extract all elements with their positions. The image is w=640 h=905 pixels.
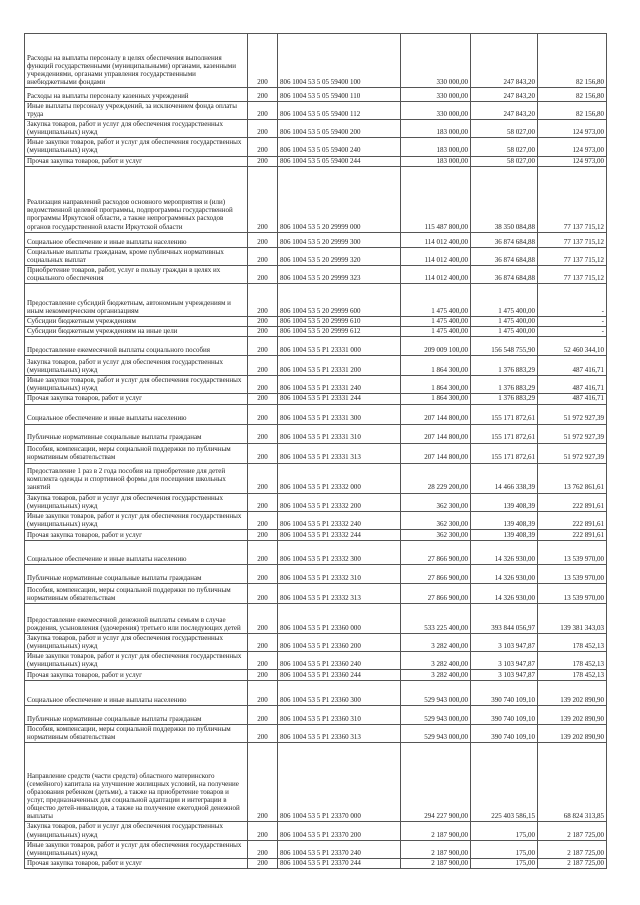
table-row bbox=[25, 327, 607, 337]
line-code: 200 bbox=[248, 156, 278, 166]
line-item-name: Социальное обеспечение и иные выплаты населению bbox=[25, 681, 248, 706]
executed-amount: 1 376 883,29 bbox=[471, 356, 538, 376]
budget-classification-code: 806 1004 53 5 P1 23331 310 bbox=[278, 424, 401, 443]
line-item-name: Публичные нормативные социальные выплаты гражданам bbox=[25, 706, 248, 725]
approved-amount: 1 475 400,00 bbox=[401, 327, 471, 337]
unexecuted-amount: 51 972 927,39 bbox=[538, 443, 607, 463]
executed-amount: 1 475 400,00 bbox=[471, 284, 538, 317]
executed-amount: 390 740 109,10 bbox=[471, 681, 538, 706]
budget-classification-code: 806 1004 53 5 20 29999 610 bbox=[278, 317, 401, 327]
line-item-name: Закупка товаров, работ и услуг для обеспечения государственных (муниципальных) нужд bbox=[25, 822, 248, 840]
unexecuted-amount: 139 202 890,90 bbox=[538, 725, 607, 743]
line-code: 200 bbox=[248, 376, 278, 394]
approved-amount: 362 300,00 bbox=[401, 529, 471, 540]
line-code: 200 bbox=[248, 34, 278, 88]
budget-classification-code: 806 1004 53 5 05 59400 240 bbox=[278, 138, 401, 156]
line-code: 200 bbox=[248, 725, 278, 743]
unexecuted-amount: 124 973,00 bbox=[538, 156, 607, 166]
table-body bbox=[25, 34, 607, 869]
budget-classification-code: 806 1004 53 5 P1 23332 313 bbox=[278, 583, 401, 603]
unexecuted-amount: 124 973,00 bbox=[538, 138, 607, 156]
approved-amount: 207 144 800,00 bbox=[401, 404, 471, 424]
executed-amount: 1 376 883,29 bbox=[471, 376, 538, 394]
line-code: 200 bbox=[248, 120, 278, 138]
table-row bbox=[25, 120, 607, 138]
unexecuted-amount: 77 137 715,12 bbox=[538, 247, 607, 265]
budget-classification-code: 806 1004 53 5 P1 23360 313 bbox=[278, 725, 401, 743]
line-code: 200 bbox=[248, 463, 278, 493]
line-code: 200 bbox=[248, 743, 278, 822]
table-row bbox=[25, 858, 607, 868]
executed-amount: 139 408,39 bbox=[471, 511, 538, 529]
table-row bbox=[25, 706, 607, 725]
executed-amount: 175,00 bbox=[471, 822, 538, 840]
executed-amount: 3 103 947,87 bbox=[471, 633, 538, 651]
budget-classification-code: 806 1004 53 5 P1 23331 000 bbox=[278, 337, 401, 356]
approved-amount: 529 943 000,00 bbox=[401, 706, 471, 725]
table-row bbox=[25, 681, 607, 706]
table-row bbox=[25, 34, 607, 88]
unexecuted-amount: 487 416,71 bbox=[538, 394, 607, 404]
unexecuted-amount: 52 460 344,10 bbox=[538, 337, 607, 356]
approved-amount: 330 000,00 bbox=[401, 88, 471, 102]
approved-amount: 183 000,00 bbox=[401, 156, 471, 166]
unexecuted-amount: 124 973,00 bbox=[538, 120, 607, 138]
executed-amount: 1 475 400,00 bbox=[471, 327, 538, 337]
table-row bbox=[25, 284, 607, 317]
line-code: 200 bbox=[248, 265, 278, 283]
budget-classification-code: 806 1004 53 5 05 59400 244 bbox=[278, 156, 401, 166]
table-row bbox=[25, 822, 607, 840]
approved-amount: 1 475 400,00 bbox=[401, 317, 471, 327]
table-row bbox=[25, 840, 607, 858]
budget-classification-code: 806 1004 53 5 P1 23360 000 bbox=[278, 603, 401, 633]
line-item-name: Прочая закупка товаров, работ и услуг bbox=[25, 156, 248, 166]
table-row bbox=[25, 247, 607, 265]
executed-amount: 1 475 400,00 bbox=[471, 317, 538, 327]
budget-classification-code: 806 1004 53 5 P1 23360 310 bbox=[278, 706, 401, 725]
approved-amount: 330 000,00 bbox=[401, 102, 471, 120]
budget-classification-code: 806 1004 53 5 P1 23360 244 bbox=[278, 670, 401, 681]
line-item-name: Расходы на выплаты персоналу в целях обеспечения выполнения функций государственными (муниципальными) органами, казенными учреждениями, органами управления государственными внебюджетными фондами bbox=[25, 34, 248, 88]
line-code: 200 bbox=[248, 670, 278, 681]
budget-classification-code: 806 1004 53 5 P1 23331 240 bbox=[278, 376, 401, 394]
approved-amount: 362 300,00 bbox=[401, 493, 471, 511]
line-item-name: Субсидии бюджетным учреждениям bbox=[25, 317, 248, 327]
line-code: 200 bbox=[248, 317, 278, 327]
line-code: 200 bbox=[248, 540, 278, 564]
unexecuted-amount: 139 202 890,90 bbox=[538, 681, 607, 706]
line-item-name: Иные закупки товаров, работ и услуг для обеспечения государственных (муниципальных) нужд bbox=[25, 138, 248, 156]
line-item-name: Иные закупки товаров, работ и услуг для обеспечения государственных (муниципальных) нужд bbox=[25, 376, 248, 394]
budget-classification-code: 806 1004 53 5 P1 23332 200 bbox=[278, 493, 401, 511]
executed-amount: 225 403 586,15 bbox=[471, 743, 538, 822]
unexecuted-amount: 13 762 861,61 bbox=[538, 463, 607, 493]
table-row bbox=[25, 633, 607, 651]
budget-classification-code: 806 1004 53 5 05 59400 112 bbox=[278, 102, 401, 120]
executed-amount: 14 326 930,00 bbox=[471, 540, 538, 564]
executed-amount: 3 103 947,87 bbox=[471, 652, 538, 670]
executed-amount: 3 103 947,87 bbox=[471, 670, 538, 681]
budget-classification-code: 806 1004 53 5 05 59400 110 bbox=[278, 88, 401, 102]
unexecuted-amount: 13 539 970,00 bbox=[538, 564, 607, 583]
unexecuted-amount: 68 824 313,85 bbox=[538, 743, 607, 822]
approved-amount: 207 144 800,00 bbox=[401, 424, 471, 443]
approved-amount: 115 487 800,00 bbox=[401, 166, 471, 232]
unexecuted-amount: 178 452,13 bbox=[538, 652, 607, 670]
line-item-name: Закупка товаров, работ и услуг для обеспечения государственных (муниципальных) нужд bbox=[25, 493, 248, 511]
executed-amount: 14 326 930,00 bbox=[471, 583, 538, 603]
line-code: 200 bbox=[248, 583, 278, 603]
budget-classification-code: 806 1004 53 5 P1 23332 310 bbox=[278, 564, 401, 583]
executed-amount: 393 844 056,97 bbox=[471, 603, 538, 633]
approved-amount: 1 864 300,00 bbox=[401, 394, 471, 404]
unexecuted-amount: 487 416,71 bbox=[538, 356, 607, 376]
executed-amount: 38 350 084,88 bbox=[471, 166, 538, 232]
approved-amount: 207 144 800,00 bbox=[401, 443, 471, 463]
unexecuted-amount: 2 187 725,00 bbox=[538, 840, 607, 858]
unexecuted-amount: 51 972 927,39 bbox=[538, 424, 607, 443]
executed-amount: 247 843,20 bbox=[471, 34, 538, 88]
unexecuted-amount: 82 156,80 bbox=[538, 34, 607, 88]
approved-amount: 294 227 900,00 bbox=[401, 743, 471, 822]
approved-amount: 27 866 900,00 bbox=[401, 564, 471, 583]
table-row bbox=[25, 443, 607, 463]
unexecuted-amount: 222 891,61 bbox=[538, 493, 607, 511]
executed-amount: 390 740 109,10 bbox=[471, 706, 538, 725]
budget-classification-code: 806 1004 53 5 P1 23370 240 bbox=[278, 840, 401, 858]
line-item-name: Пособия, компенсации, меры социальной поддержки по публичным нормативным обязательствам bbox=[25, 725, 248, 743]
line-code: 200 bbox=[248, 443, 278, 463]
budget-classification-code: 806 1004 53 5 P1 23332 000 bbox=[278, 463, 401, 493]
approved-amount: 28 229 200,00 bbox=[401, 463, 471, 493]
unexecuted-amount: 139 202 890,90 bbox=[538, 706, 607, 725]
line-code: 200 bbox=[248, 603, 278, 633]
unexecuted-amount: 77 137 715,12 bbox=[538, 166, 607, 232]
table-row bbox=[25, 424, 607, 443]
executed-amount: 155 171 872,61 bbox=[471, 424, 538, 443]
table-row bbox=[25, 166, 607, 232]
budget-classification-code: 806 1004 53 5 P1 23331 313 bbox=[278, 443, 401, 463]
unexecuted-amount: 77 137 715,12 bbox=[538, 232, 607, 247]
line-item-name: Приобретение товаров, работ, услуг в пользу граждан в целях их социального обеспечения bbox=[25, 265, 248, 283]
executed-amount: 58 027,00 bbox=[471, 120, 538, 138]
executed-amount: 1 376 883,29 bbox=[471, 394, 538, 404]
table-row bbox=[25, 156, 607, 166]
budget-classification-code: 806 1004 53 5 20 29999 000 bbox=[278, 166, 401, 232]
line-item-name: Предоставление субсидий бюджетным, автономным учреждениям и иным некоммерческим организациям bbox=[25, 284, 248, 317]
table-row bbox=[25, 138, 607, 156]
budget-classification-code: 806 1004 53 5 P1 23332 300 bbox=[278, 540, 401, 564]
executed-amount: 247 843,20 bbox=[471, 88, 538, 102]
approved-amount: 114 012 400,00 bbox=[401, 232, 471, 247]
table-row bbox=[25, 404, 607, 424]
table-row bbox=[25, 493, 607, 511]
budget-classification-code: 806 1004 53 5 P1 23331 244 bbox=[278, 394, 401, 404]
approved-amount: 529 943 000,00 bbox=[401, 681, 471, 706]
line-item-name: Субсидии бюджетным учреждениям на иные цели bbox=[25, 327, 248, 337]
table-row bbox=[25, 725, 607, 743]
approved-amount: 529 943 000,00 bbox=[401, 725, 471, 743]
table-row bbox=[25, 463, 607, 493]
table-row bbox=[25, 540, 607, 564]
approved-amount: 27 866 900,00 bbox=[401, 540, 471, 564]
executed-amount: 139 408,39 bbox=[471, 529, 538, 540]
table-row bbox=[25, 337, 607, 356]
approved-amount: 2 187 900,00 bbox=[401, 858, 471, 868]
budget-classification-code: 806 1004 53 5 20 29999 600 bbox=[278, 284, 401, 317]
budget-classification-code: 806 1004 53 5 05 59400 100 bbox=[278, 34, 401, 88]
line-item-name: Предоставление ежемесячной выплаты социального пособия bbox=[25, 337, 248, 356]
executed-amount: 155 171 872,61 bbox=[471, 404, 538, 424]
line-item-name: Иные закупки товаров, работ и услуг для обеспечения государственных (муниципальных) нужд bbox=[25, 652, 248, 670]
budget-classification-code: 806 1004 53 5 20 29999 612 bbox=[278, 327, 401, 337]
unexecuted-amount: - bbox=[538, 317, 607, 327]
line-code: 200 bbox=[248, 356, 278, 376]
budget-execution-table bbox=[24, 33, 607, 869]
executed-amount: 156 548 755,90 bbox=[471, 337, 538, 356]
line-code: 200 bbox=[248, 652, 278, 670]
line-item-name: Социальные выплаты гражданам, кроме публичных нормативных социальных выплат bbox=[25, 247, 248, 265]
unexecuted-amount: 139 381 343,03 bbox=[538, 603, 607, 633]
line-code: 200 bbox=[248, 564, 278, 583]
executed-amount: 58 027,00 bbox=[471, 156, 538, 166]
line-code: 200 bbox=[248, 633, 278, 651]
line-code: 200 bbox=[248, 681, 278, 706]
unexecuted-amount: 222 891,61 bbox=[538, 511, 607, 529]
line-code: 200 bbox=[248, 404, 278, 424]
line-item-name: Прочая закупка товаров, работ и услуг bbox=[25, 670, 248, 681]
line-code: 200 bbox=[248, 706, 278, 725]
line-item-name: Публичные нормативные социальные выплаты гражданам bbox=[25, 424, 248, 443]
unexecuted-amount: 178 452,13 bbox=[538, 670, 607, 681]
executed-amount: 139 408,39 bbox=[471, 493, 538, 511]
budget-classification-code: 806 1004 53 5 P1 23332 244 bbox=[278, 529, 401, 540]
line-code: 200 bbox=[248, 337, 278, 356]
executed-amount: 58 027,00 bbox=[471, 138, 538, 156]
approved-amount: 2 187 900,00 bbox=[401, 840, 471, 858]
table-row bbox=[25, 356, 607, 376]
table-row bbox=[25, 603, 607, 633]
line-item-name: Направление средств (части средств) областного материнского (семейного) капитала на улучшение жилищных условий, на получение образования ребенком (детьми), а также на приобретение товаров и услуг, предназначенных для социальной адаптации и интеграции в общество детей-инвалидов, а также на получение ежегодной денежной выплаты bbox=[25, 743, 248, 822]
unexecuted-amount: 2 187 725,00 bbox=[538, 858, 607, 868]
line-code: 200 bbox=[248, 327, 278, 337]
line-item-name: Прочая закупка товаров, работ и услуг bbox=[25, 529, 248, 540]
approved-amount: 533 225 400,00 bbox=[401, 603, 471, 633]
unexecuted-amount: - bbox=[538, 284, 607, 317]
line-item-name: Пособия, компенсации, меры социальной поддержки по публичным нормативным обязательствам bbox=[25, 583, 248, 603]
table-row bbox=[25, 102, 607, 120]
approved-amount: 27 866 900,00 bbox=[401, 583, 471, 603]
approved-amount: 3 282 400,00 bbox=[401, 670, 471, 681]
approved-amount: 114 012 400,00 bbox=[401, 247, 471, 265]
unexecuted-amount: 178 452,13 bbox=[538, 633, 607, 651]
line-code: 200 bbox=[248, 822, 278, 840]
approved-amount: 3 282 400,00 bbox=[401, 633, 471, 651]
table-row bbox=[25, 652, 607, 670]
line-code: 200 bbox=[248, 247, 278, 265]
approved-amount: 1 864 300,00 bbox=[401, 356, 471, 376]
approved-amount: 2 187 900,00 bbox=[401, 822, 471, 840]
unexecuted-amount: - bbox=[538, 327, 607, 337]
executed-amount: 14 326 930,00 bbox=[471, 564, 538, 583]
line-code: 200 bbox=[248, 166, 278, 232]
line-code: 200 bbox=[248, 394, 278, 404]
line-item-name: Прочая закупка товаров, работ и услуг bbox=[25, 858, 248, 868]
unexecuted-amount: 51 972 927,39 bbox=[538, 404, 607, 424]
line-item-name: Социальное обеспечение и иные выплаты населению bbox=[25, 540, 248, 564]
line-code: 200 bbox=[248, 88, 278, 102]
line-code: 200 bbox=[248, 424, 278, 443]
table-row bbox=[25, 564, 607, 583]
table-row bbox=[25, 670, 607, 681]
budget-classification-code: 806 1004 53 5 P1 23331 300 bbox=[278, 404, 401, 424]
line-item-name: Предоставление 1 раз в 2 года пособия на приобретение для детей комплекта одежды и спортивной формы для посещения школьных занятий bbox=[25, 463, 248, 493]
unexecuted-amount: 77 137 715,12 bbox=[538, 265, 607, 283]
line-item-name: Иные выплаты персоналу учреждений, за исключением фонда оплаты труда bbox=[25, 102, 248, 120]
budget-classification-code: 806 1004 53 5 P1 23360 240 bbox=[278, 652, 401, 670]
line-item-name: Закупка товаров, работ и услуг для обеспечения государственных (муниципальных) нужд bbox=[25, 120, 248, 138]
table-row bbox=[25, 317, 607, 327]
line-item-name: Публичные нормативные социальные выплаты гражданам bbox=[25, 564, 248, 583]
table-row bbox=[25, 511, 607, 529]
budget-classification-code: 806 1004 53 5 P1 23370 200 bbox=[278, 822, 401, 840]
approved-amount: 183 000,00 bbox=[401, 138, 471, 156]
line-code: 200 bbox=[248, 493, 278, 511]
approved-amount: 114 012 400,00 bbox=[401, 265, 471, 283]
executed-amount: 36 874 684,88 bbox=[471, 247, 538, 265]
line-code: 200 bbox=[248, 840, 278, 858]
budget-classification-code: 806 1004 53 5 P1 23370 000 bbox=[278, 743, 401, 822]
table-row bbox=[25, 265, 607, 283]
budget-classification-code: 806 1004 53 5 P1 23332 240 bbox=[278, 511, 401, 529]
line-item-name: Закупка товаров, работ и услуг для обеспечения государственных (муниципальных) нужд bbox=[25, 356, 248, 376]
unexecuted-amount: 487 416,71 bbox=[538, 376, 607, 394]
table-row bbox=[25, 583, 607, 603]
line-item-name: Закупка товаров, работ и услуг для обеспечения государственных (муниципальных) нужд bbox=[25, 633, 248, 651]
table-row bbox=[25, 529, 607, 540]
unexecuted-amount: 82 156,80 bbox=[538, 88, 607, 102]
table-row bbox=[25, 376, 607, 394]
unexecuted-amount: 13 539 970,00 bbox=[538, 540, 607, 564]
line-item-name: Социальное обеспечение и иные выплаты населению bbox=[25, 404, 248, 424]
executed-amount: 390 740 109,10 bbox=[471, 725, 538, 743]
line-code: 200 bbox=[248, 284, 278, 317]
line-item-name: Предоставление ежемесячной денежной выплаты семьям в случае рождения, усыновления (удочерения) третьего или последующих детей bbox=[25, 603, 248, 633]
table-row bbox=[25, 394, 607, 404]
budget-classification-code: 806 1004 53 5 P1 23360 200 bbox=[278, 633, 401, 651]
line-item-name: Пособия, компенсации, меры социальной поддержки по публичным нормативным обязательствам bbox=[25, 443, 248, 463]
executed-amount: 247 843,20 bbox=[471, 102, 538, 120]
budget-classification-code: 806 1004 53 5 P1 23370 244 bbox=[278, 858, 401, 868]
approved-amount: 209 009 100,00 bbox=[401, 337, 471, 356]
budget-classification-code: 806 1004 53 5 20 29999 300 bbox=[278, 232, 401, 247]
line-code: 200 bbox=[248, 232, 278, 247]
approved-amount: 3 282 400,00 bbox=[401, 652, 471, 670]
line-code: 200 bbox=[248, 102, 278, 120]
budget-classification-code: 806 1004 53 5 05 59400 200 bbox=[278, 120, 401, 138]
executed-amount: 155 171 872,61 bbox=[471, 443, 538, 463]
unexecuted-amount: 222 891,61 bbox=[538, 529, 607, 540]
executed-amount: 175,00 bbox=[471, 840, 538, 858]
table-row bbox=[25, 743, 607, 822]
budget-classification-code: 806 1004 53 5 P1 23331 200 bbox=[278, 356, 401, 376]
table-row bbox=[25, 88, 607, 102]
budget-classification-code: 806 1004 53 5 20 29999 323 bbox=[278, 265, 401, 283]
line-item-name: Реализация направлений расходов основного мероприятия и (или) ведомственной целевой программы, подпрограммы государственной программы Иркутской области, а также непрограммных расходов органов государственной власти Иркутской области bbox=[25, 166, 248, 232]
table-row bbox=[25, 232, 607, 247]
line-code: 200 bbox=[248, 511, 278, 529]
line-item-name: Иные закупки товаров, работ и услуг для обеспечения государственных (муниципальных) нужд bbox=[25, 840, 248, 858]
line-code: 200 bbox=[248, 858, 278, 868]
line-item-name: Иные закупки товаров, работ и услуг для обеспечения государственных (муниципальных) нужд bbox=[25, 511, 248, 529]
unexecuted-amount: 2 187 725,00 bbox=[538, 822, 607, 840]
approved-amount: 1 475 400,00 bbox=[401, 284, 471, 317]
approved-amount: 1 864 300,00 bbox=[401, 376, 471, 394]
budget-classification-code: 806 1004 53 5 P1 23360 300 bbox=[278, 681, 401, 706]
line-item-name: Расходы на выплаты персоналу казенных учреждений bbox=[25, 88, 248, 102]
unexecuted-amount: 13 539 970,00 bbox=[538, 583, 607, 603]
budget-classification-code: 806 1004 53 5 20 29999 320 bbox=[278, 247, 401, 265]
executed-amount: 14 466 338,39 bbox=[471, 463, 538, 493]
approved-amount: 330 000,00 bbox=[401, 34, 471, 88]
executed-amount: 36 874 684,88 bbox=[471, 265, 538, 283]
line-item-name: Прочая закупка товаров, работ и услуг bbox=[25, 394, 248, 404]
line-code: 200 bbox=[248, 529, 278, 540]
line-item-name: Социальное обеспечение и иные выплаты населению bbox=[25, 232, 248, 247]
executed-amount: 175,00 bbox=[471, 858, 538, 868]
line-code: 200 bbox=[248, 138, 278, 156]
executed-amount: 36 874 684,88 bbox=[471, 232, 538, 247]
approved-amount: 362 300,00 bbox=[401, 511, 471, 529]
approved-amount: 183 000,00 bbox=[401, 120, 471, 138]
unexecuted-amount: 82 156,80 bbox=[538, 102, 607, 120]
